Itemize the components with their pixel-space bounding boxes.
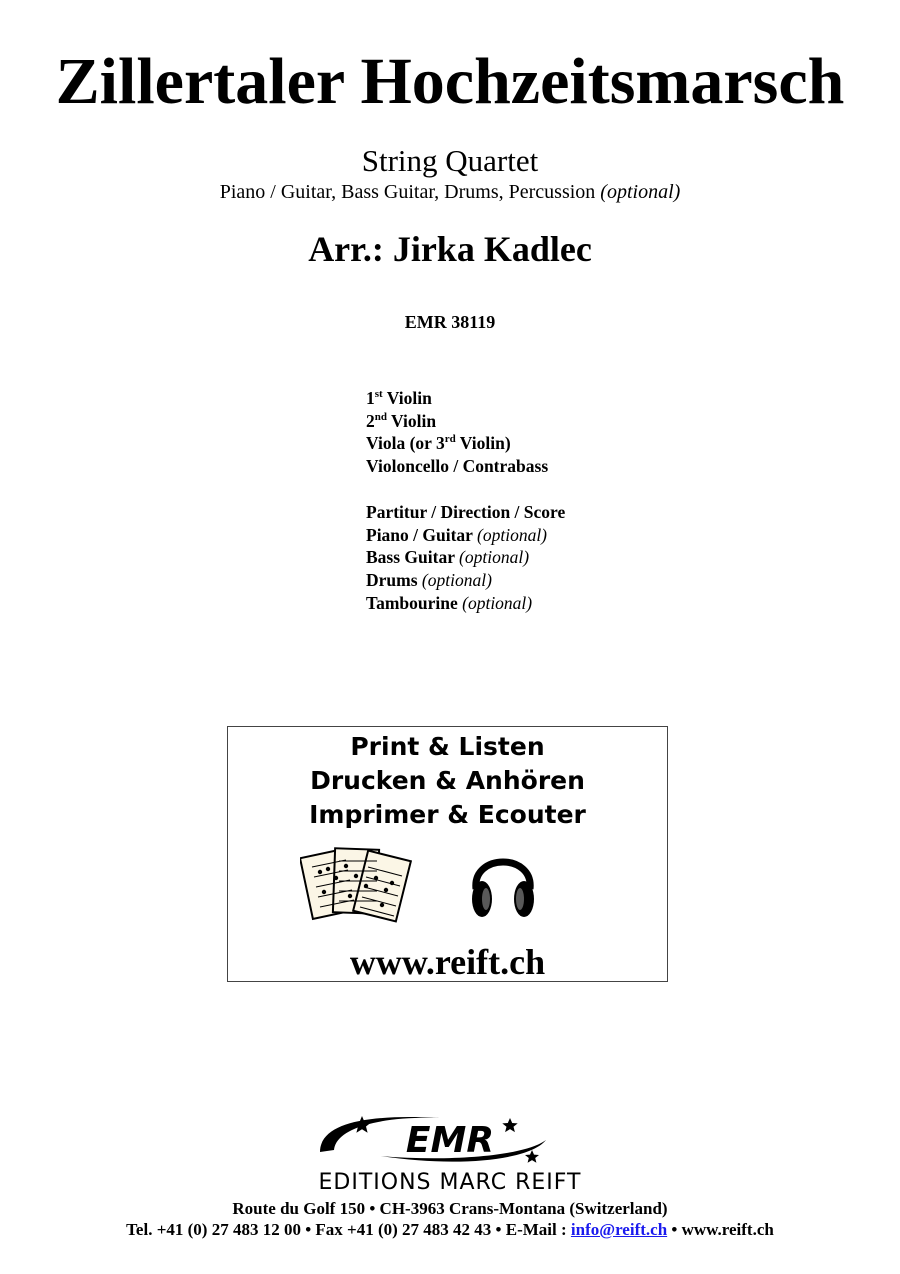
instrumentation-text: Piano / Guitar, Bass Guitar, Drums, Percussion: [219, 181, 596, 203]
promo-url[interactable]: www.reift.ch: [349, 942, 546, 982]
publisher-contact: [0, 1220, 900, 1240]
part-item: 2nd Violin: [366, 410, 437, 431]
headphones-icon: [466, 843, 540, 925]
emr-logo-text: EMR: [405, 1120, 495, 1161]
part-item: Bass Guitar (optional): [366, 547, 530, 568]
print-listen-box[interactable]: [227, 726, 668, 982]
part-item: Viola (or 3rd Violin): [366, 433, 511, 454]
part-item: Piano / Guitar (optional): [366, 524, 548, 545]
promo-line-english: Print & Listen: [350, 732, 545, 761]
emr-logo: [310, 1112, 590, 1170]
publisher-name: EDITIONS MARC REIFT: [318, 1170, 582, 1195]
sheet-music-icon: [300, 845, 412, 927]
part-item: Drums (optional): [366, 570, 492, 591]
part-item: Tambourine (optional): [366, 592, 533, 613]
contact-phone-fax: Tel. +41 (0) 27 483 12 00 • Fax +41 (0) 27 483 42 43 • E-Mail :: [126, 1220, 571, 1239]
contact-website: • www.reift.ch: [667, 1220, 774, 1239]
page-title: Zillertaler Hochzeitsmarsch: [55, 45, 845, 118]
promo-line-german: Drucken & Anhören: [310, 766, 585, 795]
parts-list-other: [366, 501, 565, 615]
promo-line-french: Imprimer & Ecouter: [309, 800, 586, 829]
instrumentation-optional: (optional): [600, 181, 681, 203]
parts-list-strings: [366, 387, 548, 478]
subtitle: String Quartet: [361, 143, 539, 178]
publisher-address: Route du Golf 150 • CH-3963 Crans-Montana (Switzerland): [232, 1199, 668, 1218]
part-item: Partitur / Direction / Score: [366, 502, 566, 522]
part-item: 1st Violin: [366, 388, 432, 408]
part-item: Violoncello / Contrabass: [366, 456, 549, 477]
email-link[interactable]: info@reift.ch: [570, 1220, 668, 1239]
instrumentation-line: [0, 181, 900, 204]
arranger: Arr.: Jirka Kadlec: [308, 229, 592, 269]
catalog-number: EMR 38119: [404, 312, 496, 332]
